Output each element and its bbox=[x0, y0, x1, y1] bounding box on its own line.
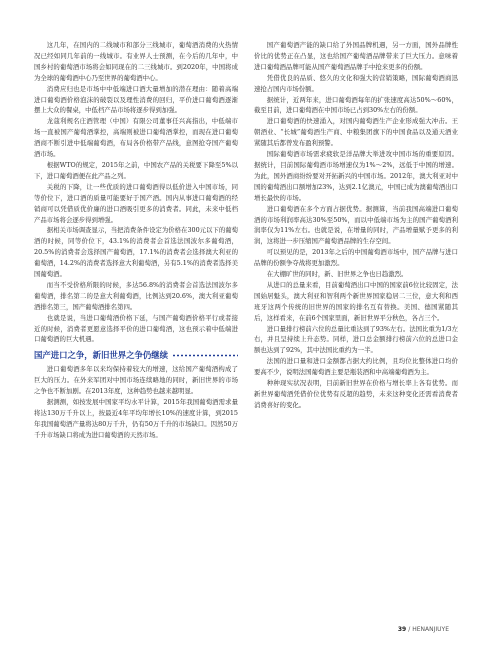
footer-separator: / bbox=[408, 626, 411, 633]
article-paragraph: 可以预见的是，2013年之后的中国葡萄酒市场中，国产品牌与进口品牌的份额争夺战将更加激烈。 bbox=[254, 248, 458, 268]
article-paragraph: 进口葡萄酒的快速涌入，对国内葡萄酒生产企业形成强大冲击。王朝酒业、“长城”葡萄酒生产商、中粮集团旗下的中国食品以及通天酒业紧随其后都曾发布盈利预警。 bbox=[254, 117, 458, 148]
article-paragraph: 这几年，在国内的二线城市和部分三线城市，葡萄酒消费的火热情况已经如同几年前的一线城市。有业界人士预测，在今后的几年中，中国乡村的葡萄酒市场将会如同现在的二三线城市。到2020年，中国将成为全球的葡萄酒中心乃至世界的葡萄酒中心。 bbox=[34, 41, 238, 82]
right-column bbox=[254, 40, 458, 411]
publication-name: HENANJIUYE bbox=[412, 626, 449, 633]
article-paragraph: 而当不受价格所限的时候，多达56.8%的消费者会首选法国波尔多葡萄酒，排名第二的是意大利葡萄酒，比例达到20.6%，澳大利亚葡萄酒排名第三，国产葡萄酒排名第四。 bbox=[34, 280, 238, 311]
article-paragraph: 消费应归也是市场中中低端进口酒大量增加的潜在理由：随着高端进口葡萄酒价格泡沫的破裂以及理性消费的回归，平价进口葡萄酒逐渐摆上大众的餐桌，中低档产品市场将逐步得到加强。 bbox=[34, 84, 238, 115]
article-paragraph: 进口葡萄酒在多个方面占据优势。据测算，当前我国高端进口葡萄酒的市场利润率高达30%至50%，而以中低端市场为主的国产葡萄酒利润率仅为11%左右。也就是说，在增量的同时，产品增量赋予更多的利润，这将进一步压缩国产葡萄酒品牌的生存空间。 bbox=[254, 204, 458, 246]
article-paragraph: 也就是说，当进口葡萄酒价格下延，与国产葡萄酒价格平行或者接近的时候，消费者更愿意选择平价的进口葡萄酒，这也预示着中低端进口葡萄酒的巨大机遇。 bbox=[34, 313, 238, 344]
article-paragraph: 龙蔻利规名庄酒管理（中国）有限公司董事任兴高指出，中低端市场一直被国产葡萄酒掌控，高端则被进口葡萄酒掌控，而现在进口葡萄酒商不断引进中低端葡萄酒，布局各价格带产品线，意图抢夺国产葡萄酒市场。 bbox=[34, 117, 238, 159]
article-paragraph: 据统计，近两年来，进口葡萄酒每年的扩张速度高达50%～60%，截至目前，进口葡萄酒在中国市场已占到30%左右的份额。 bbox=[254, 95, 458, 115]
section-heading-text: 国产进口之争，新旧世界之争仍继续 bbox=[34, 350, 168, 361]
article-paragraph: 种种现实状况表明，目前新旧世界在价格与增长率上各有优势。而新世界葡萄酒凭借价位优势有反超的趋势，未来这种变化还需看消费者消费喜好的变化。 bbox=[254, 379, 458, 409]
article-paragraph: 国际葡萄酒市场需求疲软是洋品牌大举进攻中国市场的重要原因。据统计，目前国际葡萄酒市场增速仅为1%～2%，远低于中国的增速。为此，国外酒商纷纷要对开拓新兴的中国市场。2012年，澳大利亚对中国的葡萄酒出口额增加23%，达到2.1亿澳元，中国已成为澳葡萄酒出口增长最快的市场。 bbox=[254, 150, 458, 202]
article-paragraph: 国产葡萄酒产能的缺口给了外国品牌机遇，另一方面，国外品牌性价比的优势正在凸显，这也给国产葡萄酒品牌带来了巨大压力。意味着进口葡萄酒品牌可能从国产葡萄酒品牌手中抢来更多的份额。 bbox=[254, 41, 458, 71]
page-number: 39 bbox=[397, 626, 407, 633]
article-paragraph: 法国的进口量和进口金额都占据大约比例，且均位比整体进口均价要高不少，说明法国葡萄酒主要是瓶装酒和中高端葡萄酒为主。 bbox=[254, 357, 458, 377]
article-paragraph: 据相关市场调查显示，当把消费条件设定为价格在300元以下的葡萄酒的时候，同等价位下，43.1%的消费者会首选法国波尔多葡萄酒，20.5%的消费者会选择国产葡萄酒，17.1%的消费者会选择澳大利亚的葡萄酒，14.2%的消费者选择意大利葡萄酒，另有5.1%的消费者选择美国葡萄酒。 bbox=[34, 226, 238, 279]
article-paragraph: 据测测，如按发展中国家平均水平计算，2015年我国葡萄酒需求量将达130万千升以上，按最近4年平均年增长10%的速度计算，到2015年我国葡萄酒产量将达80万千升，仍有50万千升的市场缺口。因然50万千升市场缺口将成为进口葡萄酒的天然市场。 bbox=[34, 398, 238, 439]
article-paragraph: 在大棚旷世的同时，新、旧世界之争也日趋激烈。 bbox=[266, 270, 408, 279]
article-paragraph: 关税的下降，让一些优质的进口葡萄酒得以低价进入中国市场，同等价位下，进口酒的质量可能要好于国产酒。国内从事进口葡萄酒的经销商可以凭借质优价廉的进口酒吸引更多的消费者。同此，未来中低档产品市场将会逐步得到增强。 bbox=[34, 182, 238, 224]
article-paragraph: 进口量排行榜前六位的总量比重达到了93%左右。法国比重为1/3左右，并且呈持续上升态势。同样，进口总金额排行榜前六位的总进口金额也达到了92%，其中法国比重约为一半。 bbox=[254, 324, 458, 355]
page-footer bbox=[398, 626, 449, 633]
dotted-rule bbox=[172, 354, 238, 357]
article-paragraph: 根据WTO的规定，2015年之前，中国农产品的关税要下降至5%以下，进口葡萄酒便在此产品之列。 bbox=[34, 160, 238, 180]
article-paragraph: 进口葡萄酒多年以来均保持着较大的增速，这给国产葡萄酒构成了巨大的压力。在外来军团对中国市场连续略地的同时，新旧世界的市场之争也不断加剧。在2013年度，这种趋势也越来越明显。 bbox=[34, 365, 238, 396]
article-paragraph: 凭借优良的品质、悠久的文化和强大的营销策略，国际葡萄酒商迅速抢占国内市场份额。 bbox=[254, 73, 458, 93]
article-paragraph: 从进口的总量来看，目前葡萄酒出口中国的国家前6位比较固定，法国始居魁头，澳大利亚和智利两个新世界国家稳居二三位，意大利和西班牙这两个传统的旧世界的国家的排名互有替换。美国、德国紧随其后，这样看来，在前6个国家里面，新旧世界平分秋色，各占三个。 bbox=[254, 280, 458, 322]
left-column bbox=[34, 40, 238, 441]
section-heading bbox=[34, 349, 238, 361]
